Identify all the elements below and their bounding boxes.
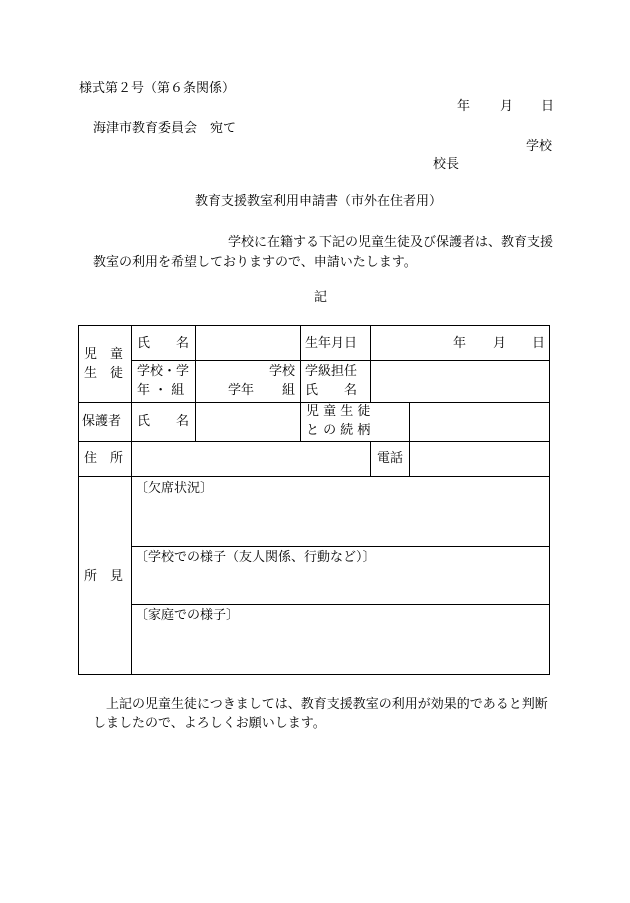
relation-label-1: 児 童 生 徒	[306, 404, 371, 419]
teacher-name-field[interactable]	[371, 361, 549, 402]
remarks-header: 所 見	[84, 569, 124, 584]
guardian-name-field[interactable]	[196, 403, 300, 441]
date-year-label: 年	[457, 99, 471, 114]
address-field[interactable]	[132, 442, 370, 476]
absence-label: 〔欠席状況〕	[135, 481, 214, 496]
address-label: 住 所	[84, 451, 124, 466]
student-name-label: 氏 名	[137, 336, 190, 351]
ki-label: 記	[314, 290, 328, 305]
closing-line-2: しましたので、よろしくお願いします。	[93, 716, 326, 731]
school-grade-label-2: 年 ・ 組	[137, 383, 185, 398]
phone-label: 電話	[377, 451, 404, 466]
relation-label-2: と の 続 柄	[306, 423, 371, 438]
birth-year-label: 年	[453, 336, 467, 351]
phone-field[interactable]	[410, 442, 549, 476]
home-behavior-label: 〔家庭での様子〕	[135, 608, 240, 623]
birth-day-label: 日	[532, 336, 546, 351]
intro-line-2: 教室の利用を希望しておりますので、申請いたします。	[93, 255, 417, 270]
school-grade-label-1: 学校・学	[137, 364, 190, 379]
page-title: 教育支援教室利用申請書（市外在住者用）	[195, 194, 443, 209]
school-suffix: 学校	[269, 364, 296, 379]
grade-suffix: 学年	[228, 383, 255, 398]
closing-line-1: 上記の児童生徒につきましては、教育支援教室の利用が効果的であると判断	[106, 697, 548, 712]
date-day-label: 日	[541, 99, 555, 114]
teacher-label-1: 学級担任	[305, 364, 358, 379]
teacher-label-2: 氏 名	[305, 383, 358, 398]
school-behavior-field[interactable]	[132, 566, 549, 604]
home-behavior-field[interactable]	[132, 624, 549, 674]
relation-field[interactable]	[410, 403, 549, 441]
student-header-2: 生 徒	[84, 366, 124, 381]
date-month-label: 月	[500, 99, 514, 114]
intro-line-1: 学校に在籍する下記の児童生徒及び保護者は、教育支援	[228, 235, 554, 250]
student-name-field[interactable]	[196, 326, 300, 360]
class-suffix: 組	[282, 383, 296, 398]
birthdate-label: 生年月日	[305, 336, 358, 351]
guardian-header: 保護者	[82, 414, 122, 429]
guardian-name-label: 氏 名	[137, 414, 190, 429]
addressee: 海津市教育委員会 宛て	[93, 121, 237, 136]
student-header-1: 児 童	[84, 347, 124, 362]
principal-label: 校長	[433, 157, 460, 172]
school-label: 学校	[526, 139, 553, 154]
birth-month-label: 月	[493, 336, 507, 351]
school-behavior-label: 〔学校での様子（友人関係、行動など）〕	[135, 550, 376, 565]
form-number: 様式第２号（第６条関係）	[79, 81, 236, 96]
absence-field[interactable]	[132, 497, 549, 546]
